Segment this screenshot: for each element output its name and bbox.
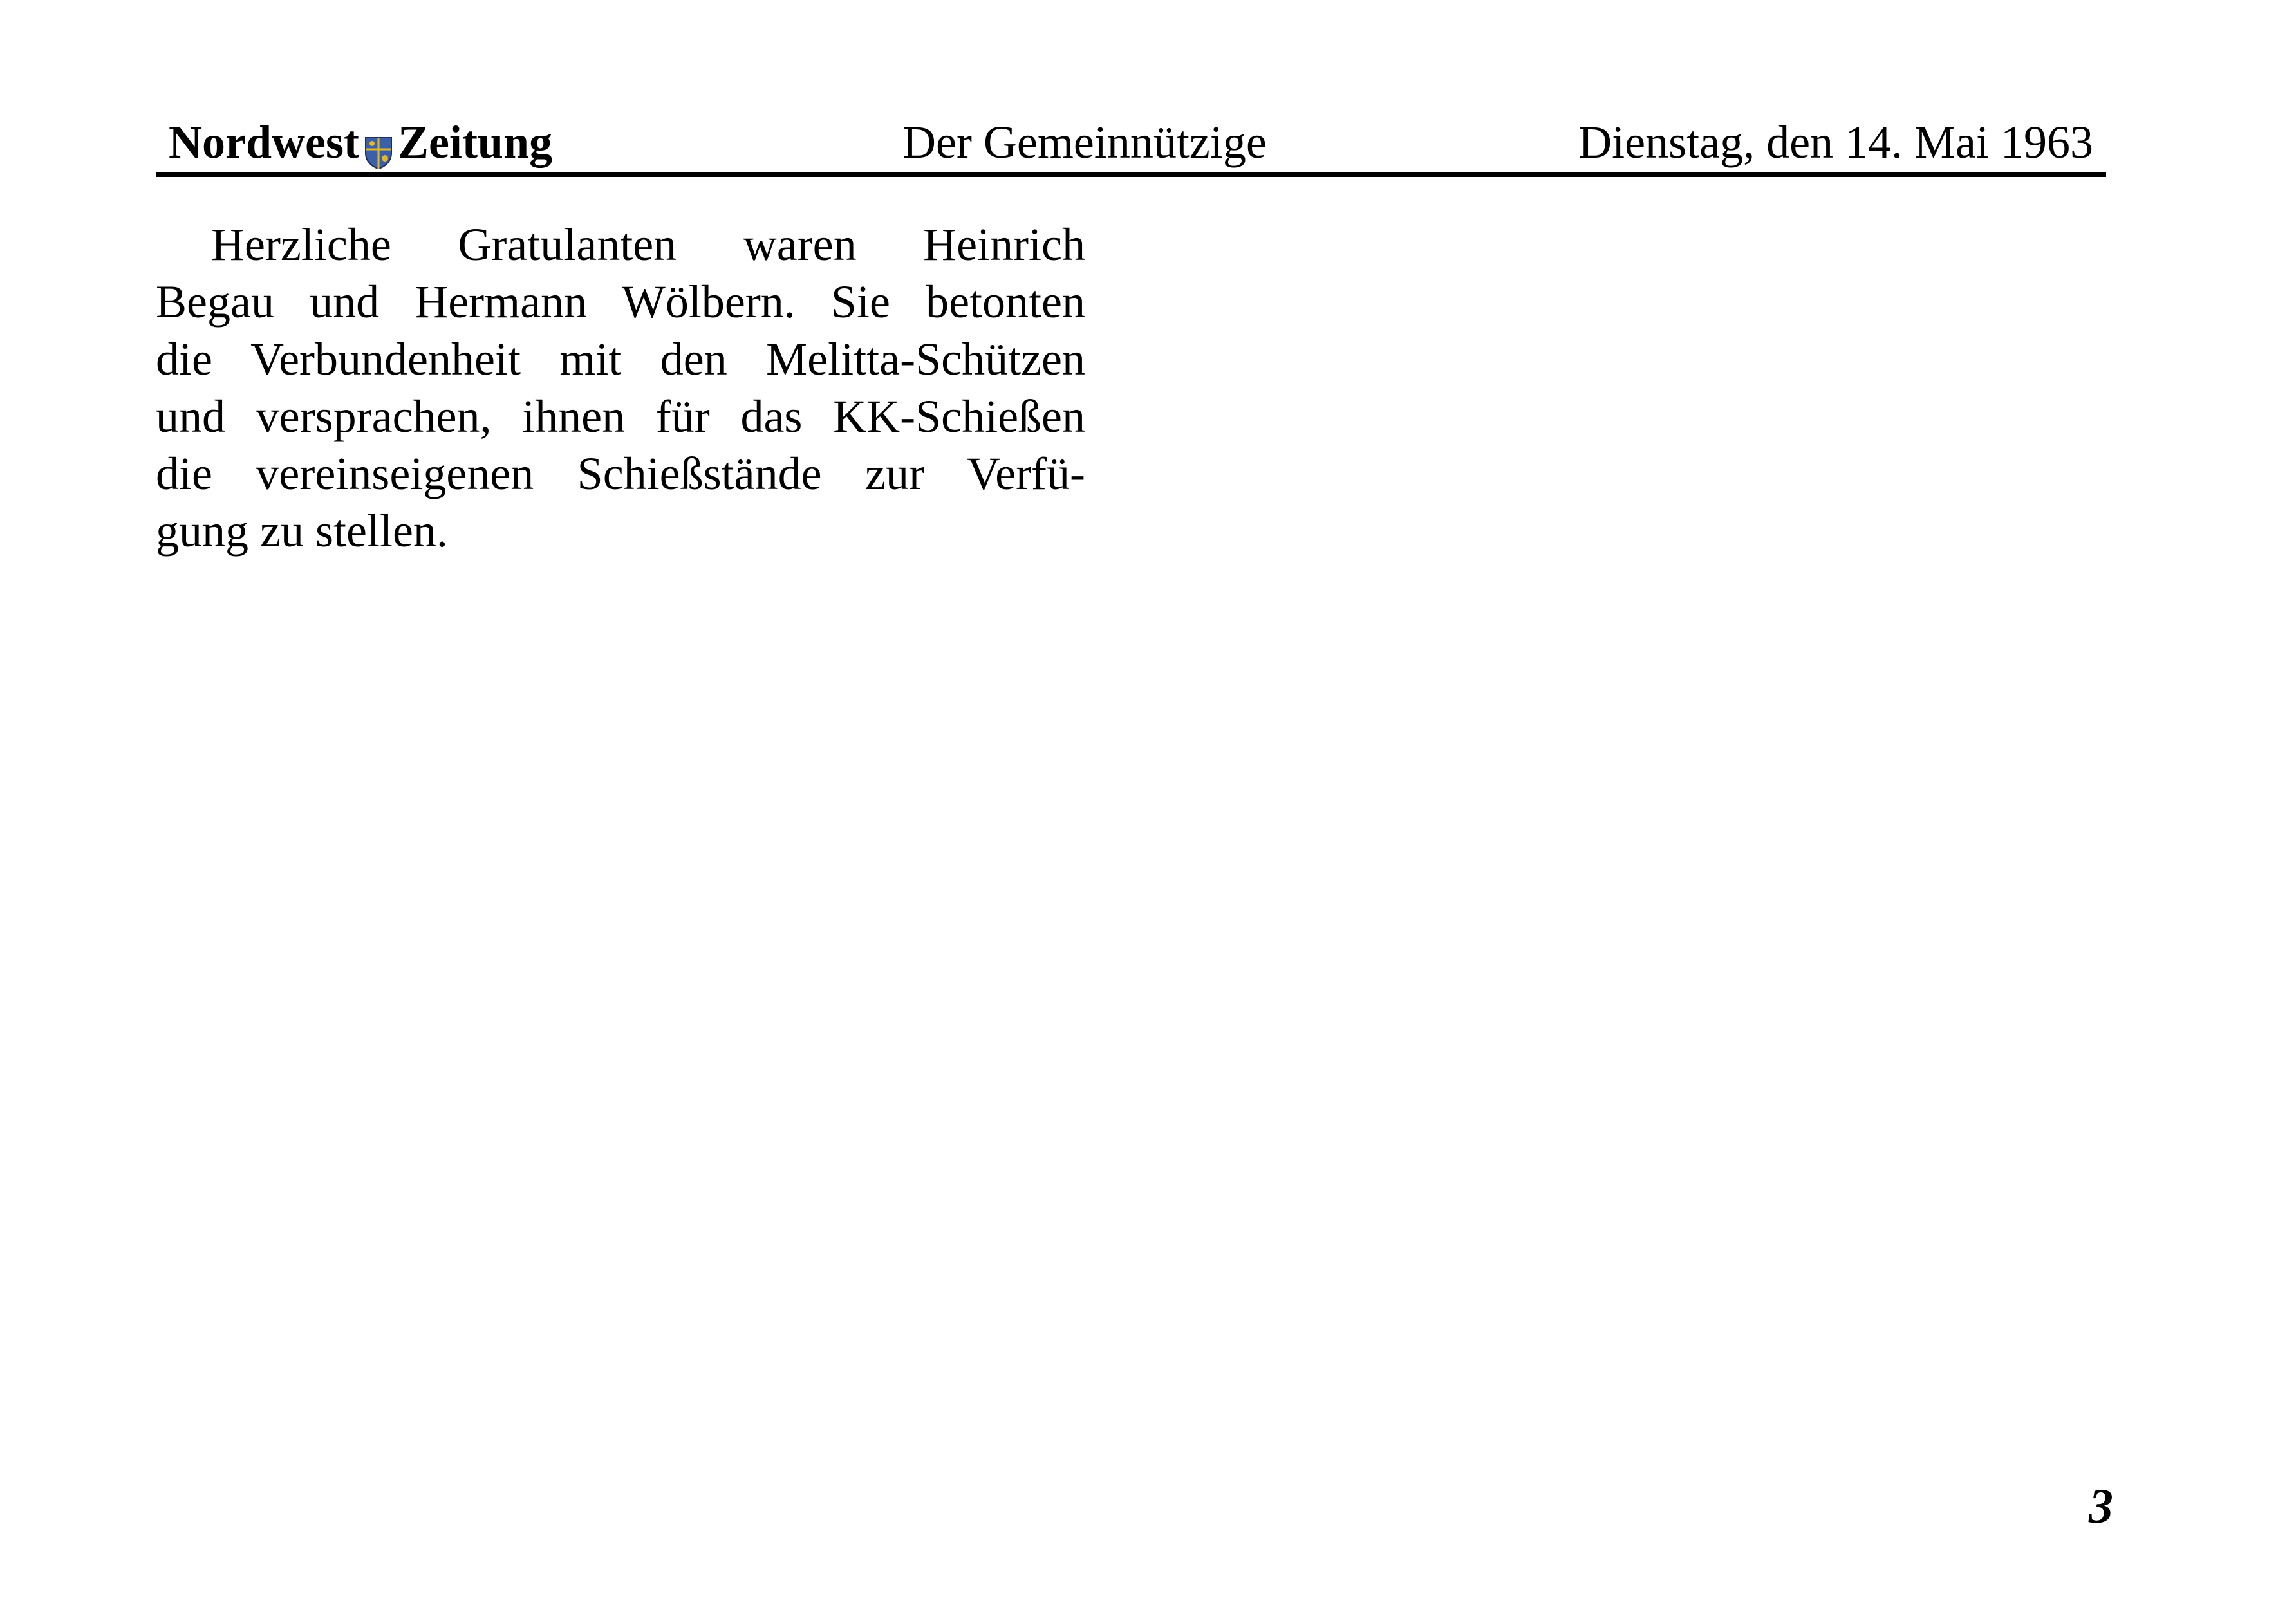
coat-of-arms-icon — [364, 125, 393, 159]
article-line: Herzliche Gratulanten waren Heinrich — [211, 219, 1085, 270]
article-line: die vereinseigenen Schießstände zur Verfü- — [156, 448, 1085, 499]
article-line: gung zu stellen. — [156, 505, 448, 557]
article-line: die Verbundenheit mit den Melitta-Schützen — [156, 333, 1085, 385]
header-rule — [156, 172, 2106, 177]
section-title: Der Gemeinnützige — [902, 116, 1267, 168]
page-number: 3 — [2089, 1479, 2113, 1534]
article-body — [156, 216, 1085, 560]
newspaper-masthead — [169, 113, 552, 171]
masthead-word-nordwest: Nordwest — [169, 116, 359, 168]
issue-date: Dienstag, den 14. Mai 1963 — [1578, 116, 2093, 168]
article-line: und versprachen, ihnen für das KK-Schießen — [156, 391, 1085, 442]
article-line: Begau und Hermann Wölbern. Sie betonten — [156, 276, 1085, 328]
page-header — [156, 108, 2106, 176]
masthead-word-zeitung: Zeitung — [397, 116, 552, 168]
